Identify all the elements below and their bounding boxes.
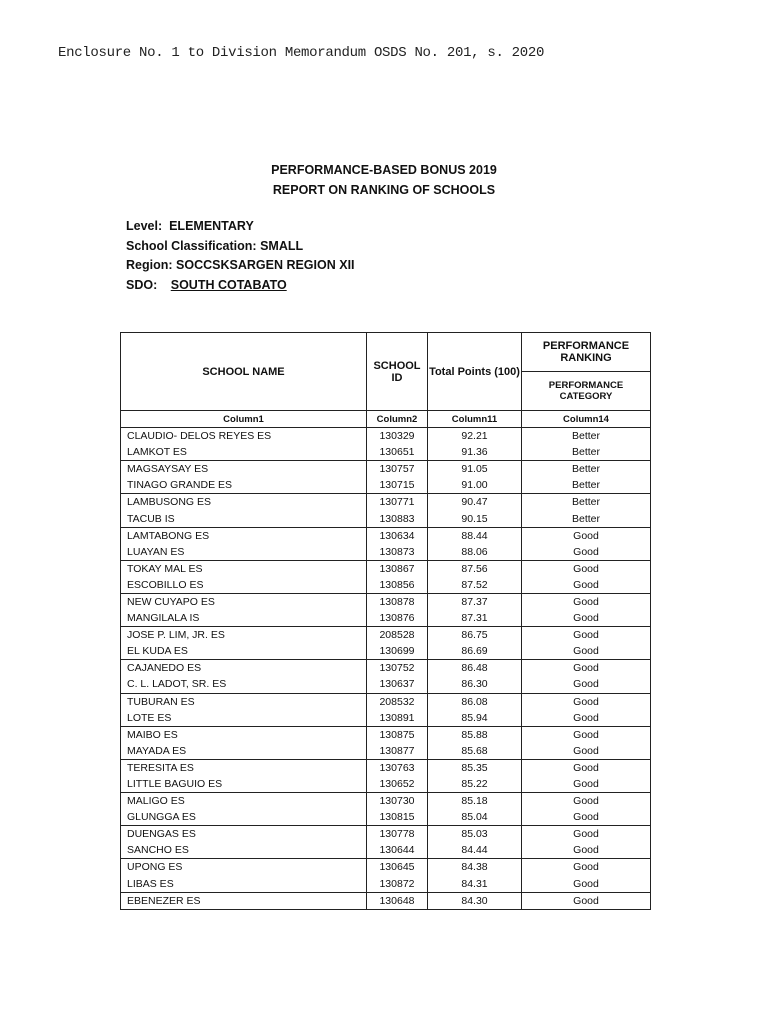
school-id-cell: 130771 [367, 494, 428, 511]
school-id-cell: 130778 [367, 826, 428, 843]
table-row [121, 676, 651, 693]
table-row [121, 494, 651, 511]
column-label: Column2 [367, 411, 428, 428]
school-id-cell: 130877 [367, 743, 428, 760]
performance-category-cell: Good [522, 577, 651, 594]
total-points-cell: 85.68 [428, 743, 522, 760]
school-id-cell: 130752 [367, 660, 428, 677]
school-id-cell: 130648 [367, 892, 428, 909]
school-name-cell: LAMBUSONG ES [121, 494, 367, 511]
school-name-cell: CAJANEDO ES [121, 660, 367, 677]
performance-category-cell: Good [522, 660, 651, 677]
total-points-cell: 85.35 [428, 759, 522, 776]
performance-category-cell: Good [522, 726, 651, 743]
total-points-cell: 86.08 [428, 693, 522, 710]
school-id-cell: 130645 [367, 859, 428, 876]
performance-category-cell: Good [522, 544, 651, 561]
school-id-cell: 130715 [367, 477, 428, 494]
school-name-cell: LIBAS ES [121, 876, 367, 893]
table-row [121, 593, 651, 610]
total-points-cell: 86.69 [428, 643, 522, 660]
school-id-cell: 130757 [367, 461, 428, 478]
performance-category-cell: Good [522, 776, 651, 793]
total-points-header: Total Points (100) [428, 333, 522, 411]
school-name-cell: LOTE ES [121, 710, 367, 727]
school-id-cell: 208532 [367, 693, 428, 710]
school-id-cell: 130867 [367, 560, 428, 577]
table-row [121, 859, 651, 876]
table-row [121, 776, 651, 793]
table-row [121, 710, 651, 727]
school-name-cell: LITTLE BAGUIO ES [121, 776, 367, 793]
school-name-cell: LAMTABONG ES [121, 527, 367, 544]
enclosure-note: Enclosure No. 1 to Division Memorandum OSDS No. 201, s. 2020 [58, 45, 545, 61]
table-row [121, 560, 651, 577]
table-row [121, 461, 651, 478]
total-points-cell: 84.38 [428, 859, 522, 876]
total-points-cell: 91.05 [428, 461, 522, 478]
level-label: Level: [126, 219, 163, 233]
school-name-cell: GLUNGGA ES [121, 809, 367, 826]
document-title [0, 160, 768, 200]
school-id-cell: 130651 [367, 444, 428, 461]
performance-category-cell: Good [522, 759, 651, 776]
school-id-cell: 130875 [367, 726, 428, 743]
table-row [121, 428, 651, 445]
sdo-value: SOUTH COTABATO [170, 277, 287, 292]
school-name-cell: MALIGO ES [121, 793, 367, 810]
table-body [121, 428, 651, 910]
region-label: Region: [126, 258, 173, 272]
school-name-cell: UPONG ES [121, 859, 367, 876]
performance-category-cell: Good [522, 842, 651, 859]
performance-category-cell: Good [522, 643, 651, 660]
table-row [121, 660, 651, 677]
total-points-cell: 88.44 [428, 527, 522, 544]
school-id-cell: 130876 [367, 610, 428, 627]
performance-category-cell: Good [522, 693, 651, 710]
total-points-cell: 85.94 [428, 710, 522, 727]
school-id-cell: 130872 [367, 876, 428, 893]
performance-category-cell: Good [522, 892, 651, 909]
school-id-cell: 130763 [367, 759, 428, 776]
total-points-cell: 87.31 [428, 610, 522, 627]
school-id-cell: 130644 [367, 842, 428, 859]
school-id-cell: 130883 [367, 510, 428, 527]
school-name-cell: SANCHO ES [121, 842, 367, 859]
table-row [121, 793, 651, 810]
performance-category-cell: Good [522, 859, 651, 876]
school-name-cell: LUAYAN ES [121, 544, 367, 561]
performance-category-cell: Good [522, 826, 651, 843]
performance-category-cell: Good [522, 876, 651, 893]
total-points-cell: 85.03 [428, 826, 522, 843]
level-line [126, 217, 355, 237]
region-line [126, 256, 355, 276]
performance-category-cell: Good [522, 710, 651, 727]
total-points-cell: 92.21 [428, 428, 522, 445]
school-id-header: SCHOOL ID [367, 333, 428, 411]
title-line-2: REPORT ON RANKING OF SCHOOLS [272, 183, 496, 197]
school-name-cell: EL KUDA ES [121, 643, 367, 660]
table-row [121, 527, 651, 544]
table-row [121, 892, 651, 909]
school-name-cell: TOKAY MAL ES [121, 560, 367, 577]
performance-ranking-header: PERFORMANCE RANKING [522, 333, 651, 372]
classification-value: SMALL [260, 238, 304, 253]
school-name-cell: MAYADA ES [121, 743, 367, 760]
column-label: Column11 [428, 411, 522, 428]
table-row [121, 544, 651, 561]
table-row [121, 577, 651, 594]
performance-category-cell: Better [522, 461, 651, 478]
total-points-cell: 84.31 [428, 876, 522, 893]
school-id-cell: 130634 [367, 527, 428, 544]
table-row [121, 743, 651, 760]
table-row [121, 876, 651, 893]
performance-category-cell: Good [522, 593, 651, 610]
performance-category-cell: Good [522, 627, 651, 644]
school-name-cell: NEW CUYAPO ES [121, 593, 367, 610]
total-points-cell: 91.36 [428, 444, 522, 461]
school-name-cell: C. L. LADOT, SR. ES [121, 676, 367, 693]
performance-category-cell: Good [522, 676, 651, 693]
school-id-cell: 130329 [367, 428, 428, 445]
performance-category-cell: Better [522, 477, 651, 494]
school-id-cell: 130878 [367, 593, 428, 610]
level-value: ELEMENTARY [169, 219, 254, 233]
school-id-cell: 130637 [367, 676, 428, 693]
table-row [121, 444, 651, 461]
table-row [121, 510, 651, 527]
report-metadata [126, 217, 355, 295]
table-row [121, 826, 651, 843]
total-points-cell: 84.44 [428, 842, 522, 859]
school-name-cell: JOSE P. LIM, JR. ES [121, 627, 367, 644]
title-line-1: PERFORMANCE-BASED BONUS 2019 [271, 163, 497, 177]
school-id-cell: 130652 [367, 776, 428, 793]
table-row [121, 809, 651, 826]
performance-category-cell: Good [522, 743, 651, 760]
school-name-cell: MAIBO ES [121, 726, 367, 743]
school-ranking-table [120, 332, 651, 910]
table-row [121, 627, 651, 644]
school-id-cell: 130815 [367, 809, 428, 826]
table-row [121, 477, 651, 494]
school-name-cell: DUENGAS ES [121, 826, 367, 843]
school-id-cell: 130891 [367, 710, 428, 727]
school-id-cell: 130730 [367, 793, 428, 810]
performance-category-cell: Better [522, 444, 651, 461]
performance-category-cell: Good [522, 610, 651, 627]
school-name-cell: TERESITA ES [121, 759, 367, 776]
school-name-cell: TACUB IS [121, 510, 367, 527]
performance-category-cell: Better [522, 494, 651, 511]
total-points-cell: 88.06 [428, 544, 522, 561]
school-name-cell: EBENEZER ES [121, 892, 367, 909]
total-points-cell: 90.47 [428, 494, 522, 511]
school-name-cell: TUBURAN ES [121, 693, 367, 710]
total-points-cell: 85.04 [428, 809, 522, 826]
table-row [121, 726, 651, 743]
classification-line [126, 237, 355, 257]
total-points-cell: 87.56 [428, 560, 522, 577]
school-name-cell: CLAUDIO- DELOS REYES ES [121, 428, 367, 445]
region-value: SOCCSKSARGEN REGION XII [176, 258, 355, 272]
performance-category-cell: Better [522, 510, 651, 527]
performance-category-cell: Better [522, 428, 651, 445]
school-name-cell: ESCOBILLO ES [121, 577, 367, 594]
school-id-cell: 208528 [367, 627, 428, 644]
school-name-cell: MAGSAYSAY ES [121, 461, 367, 478]
sdo-line [126, 276, 355, 296]
total-points-cell: 85.18 [428, 793, 522, 810]
table-row [121, 693, 651, 710]
performance-category-header: PERFORMANCE CATEGORY [522, 372, 651, 411]
total-points-cell: 90.15 [428, 510, 522, 527]
total-points-cell: 86.48 [428, 660, 522, 677]
total-points-cell: 86.75 [428, 627, 522, 644]
table-row [121, 842, 651, 859]
table-row [121, 610, 651, 627]
school-name-header: SCHOOL NAME [121, 333, 367, 411]
classification-label: School Classification: [126, 238, 257, 253]
sdo-label: SDO: [126, 277, 158, 292]
performance-category-cell: Good [522, 793, 651, 810]
total-points-cell: 87.37 [428, 593, 522, 610]
school-id-cell: 130873 [367, 544, 428, 561]
total-points-cell: 85.22 [428, 776, 522, 793]
total-points-cell: 91.00 [428, 477, 522, 494]
school-name-cell: LAMKOT ES [121, 444, 367, 461]
column-label: Column14 [522, 411, 651, 428]
total-points-cell: 86.30 [428, 676, 522, 693]
column-label: Column1 [121, 411, 367, 428]
performance-category-cell: Good [522, 809, 651, 826]
performance-category-cell: Good [522, 527, 651, 544]
table-row [121, 643, 651, 660]
total-points-cell: 85.88 [428, 726, 522, 743]
total-points-cell: 84.30 [428, 892, 522, 909]
school-id-cell: 130699 [367, 643, 428, 660]
school-name-cell: TINAGO GRANDE ES [121, 477, 367, 494]
performance-category-cell: Good [522, 560, 651, 577]
table-row [121, 759, 651, 776]
total-points-cell: 87.52 [428, 577, 522, 594]
school-name-cell: MANGILALA IS [121, 610, 367, 627]
school-id-cell: 130856 [367, 577, 428, 594]
